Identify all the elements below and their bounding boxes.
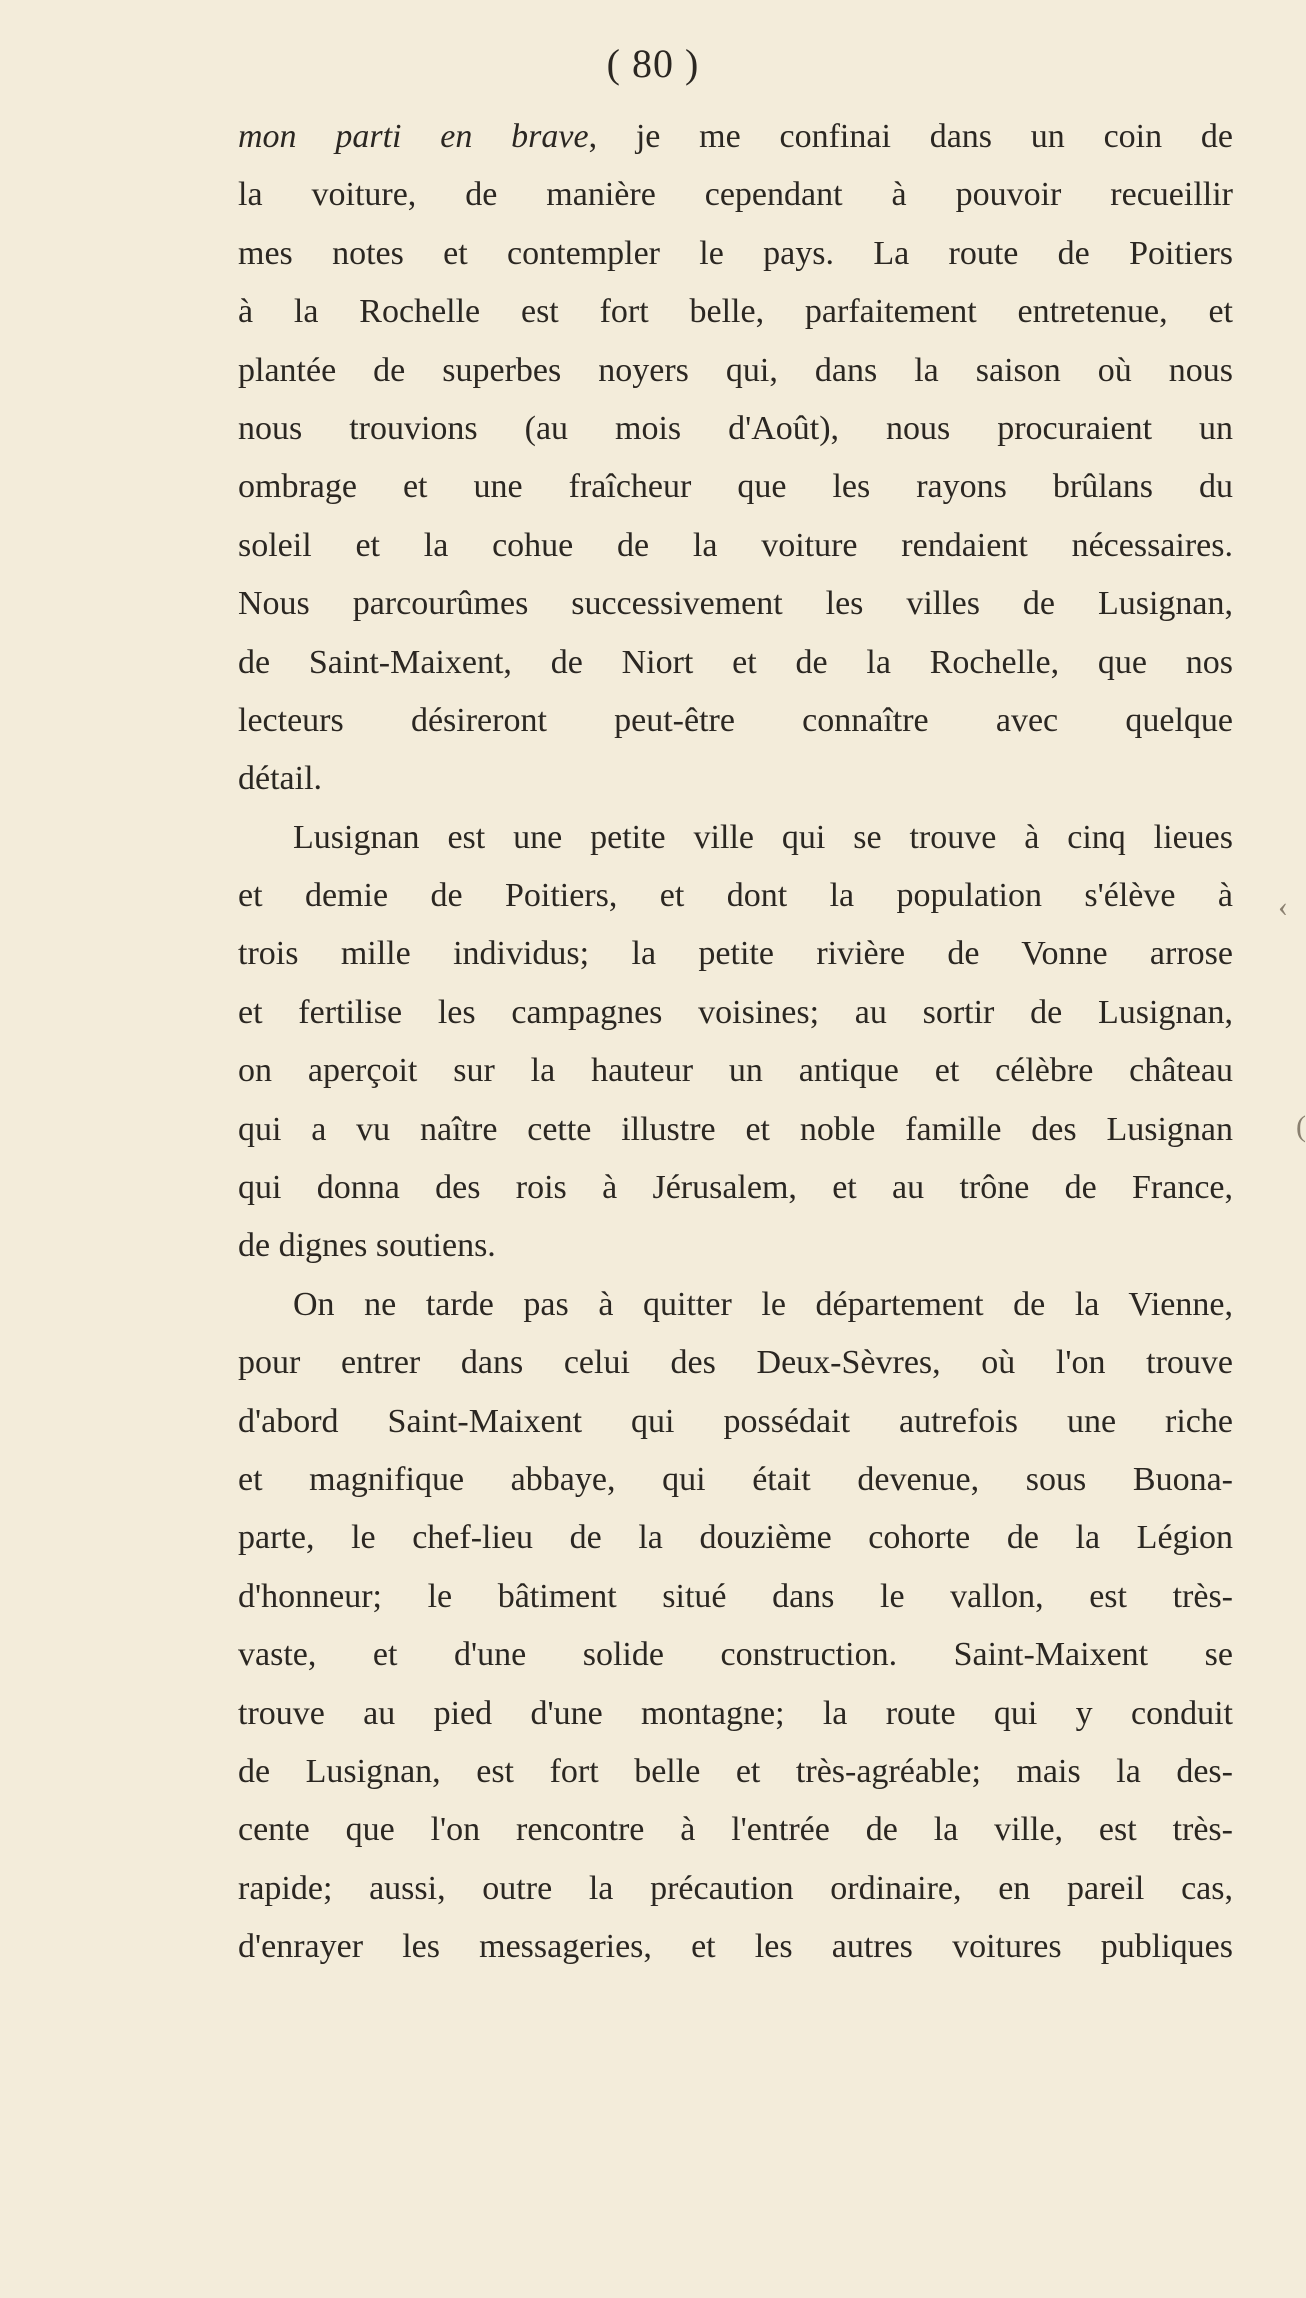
paragraph-start: On ne tarde pas à quitter le département de la Vienne, — [293, 1285, 1233, 1323]
page-number: ( 80 ) — [606, 41, 700, 86]
text-line: de Lusignan, est fort belle et très-agréable; mais la des- — [238, 1752, 1233, 1790]
text-line: qui donna des rois à Jérusalem, et au trône de France, — [238, 1169, 1233, 1207]
margin-mark: ( — [1296, 1110, 1306, 1143]
text-line: mes notes et contempler le pays. La route de Poitiers — [238, 234, 1233, 272]
text-line: pour entrer dans celui des Deux-Sèvres, où l'on trouve — [238, 1344, 1233, 1382]
text-line: Nous parcourûmes successivement les villes de Lusignan, — [238, 585, 1233, 623]
text-line: parte, le chef-lieu de la douzième cohorte de la Légion — [238, 1519, 1233, 1557]
text-line: et magnifique abbaye, qui était devenue, sous Buona- — [238, 1460, 1233, 1498]
text-line: soleil et la cohue de la voiture rendaient nécessaires. — [238, 526, 1233, 564]
text-line: rapide; aussi, outre la précaution ordinaire, en pareil cas, — [238, 1869, 1233, 1907]
text-line: d'abord Saint-Maixent qui possédait autrefois une riche — [238, 1402, 1233, 1440]
body-text — [238, 108, 1233, 1977]
text-line: trouve au pied d'une montagne; la route qui y conduit — [238, 1694, 1233, 1732]
italic-phrase: mon parti en brave — [238, 118, 589, 155]
paragraph-start: Lusignan est une petite ville qui se trouve à cinq lieues — [293, 818, 1233, 856]
text-line: on aperçoit sur la hauteur un antique et célèbre château — [238, 1052, 1233, 1090]
text-line: de Saint-Maixent, de Niort et de la Rochelle, que nos — [238, 643, 1233, 681]
text-line: qui a vu naître cette illustre et noble famille des Lusignan — [238, 1110, 1233, 1148]
text-line: mon parti en brave, je me confinai dans un coin de — [238, 118, 1233, 155]
text-line: nous trouvions (au mois d'Août), nous procuraient un — [238, 409, 1233, 447]
text-line: détail. — [238, 760, 323, 798]
text-line: plantée de superbes noyers qui, dans la saison où nous — [238, 351, 1233, 389]
text-line: ombrage et une fraîcheur que les rayons brûlans du — [238, 468, 1233, 506]
text-line: à la Rochelle est fort belle, parfaitement entretenue, et — [238, 293, 1233, 331]
text-line: lecteurs désireront peut-être connaître avec quelque — [238, 701, 1233, 739]
text-line: et fertilise les campagnes voisines; au sortir de Lusignan, — [238, 993, 1233, 1031]
text-line: de dignes soutiens. — [238, 1227, 496, 1265]
text-line: d'honneur; le bâtiment situé dans le vallon, est très- — [238, 1577, 1233, 1615]
text-line: la voiture, de manière cependant à pouvoir recueillir — [238, 176, 1233, 214]
margin-mark: ‹ — [1278, 890, 1288, 923]
text-line: vaste, et d'une solide construction. Saint-Maixent se — [238, 1636, 1233, 1674]
text-line: d'enrayer les messageries, et les autres voitures publiques — [238, 1928, 1233, 1966]
text-line: trois mille individus; la petite rivière de Vonne arrose — [238, 935, 1233, 973]
text-line: et demie de Poitiers, et dont la population s'élève à — [238, 877, 1233, 915]
text-line: cente que l'on rencontre à l'entrée de la ville, est très- — [238, 1811, 1233, 1849]
